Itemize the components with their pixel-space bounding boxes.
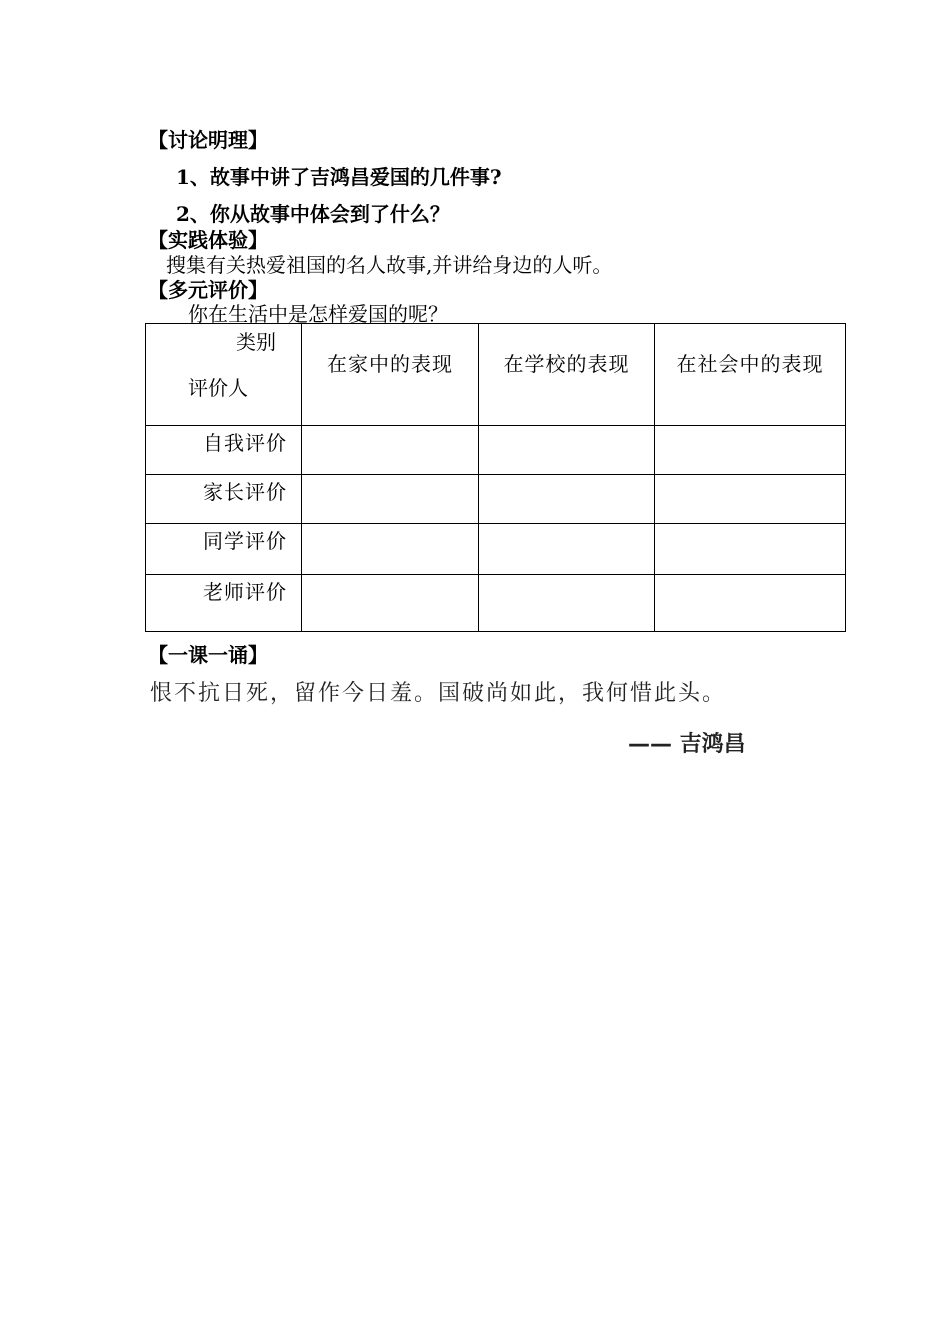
recite-poem: 恨不抗日死，留作今日羞。国破尚如此，我何惜此头。 bbox=[150, 681, 727, 706]
table-corner-cell bbox=[146, 324, 302, 426]
corner-evaluator-label: 评价人 bbox=[188, 376, 248, 400]
discussion-question-1: 1、故事中讲了吉鸿昌爱国的几件事? bbox=[176, 165, 502, 189]
table-cell[interactable] bbox=[655, 475, 846, 524]
evaluation-heading: 【多元评价】 bbox=[148, 278, 268, 302]
table-cell[interactable] bbox=[655, 524, 846, 575]
table-row bbox=[146, 475, 846, 524]
table-cell[interactable] bbox=[655, 575, 846, 632]
column-header-home: 在家中的表现 bbox=[302, 324, 479, 426]
table-cell[interactable] bbox=[479, 426, 655, 475]
table-header-row bbox=[146, 324, 846, 426]
table-cell[interactable] bbox=[302, 475, 479, 524]
table-cell[interactable] bbox=[302, 524, 479, 575]
row-label-self: 自我评价 bbox=[146, 426, 302, 475]
column-header-society: 在社会中的表现 bbox=[655, 324, 846, 426]
column-header-school: 在学校的表现 bbox=[479, 324, 655, 426]
table-cell[interactable] bbox=[302, 426, 479, 475]
table-row bbox=[146, 426, 846, 475]
corner-category-label: 类别 bbox=[236, 330, 276, 354]
table-cell[interactable] bbox=[479, 475, 655, 524]
evaluation-table bbox=[145, 323, 846, 632]
table-cell[interactable] bbox=[479, 575, 655, 632]
discussion-heading: 【讨论明理】 bbox=[148, 128, 268, 152]
evaluation-prompt: 你在生活中是怎样爱国的呢？ bbox=[188, 302, 448, 326]
row-label-parent: 家长评价 bbox=[146, 475, 302, 524]
table-cell[interactable] bbox=[479, 524, 655, 575]
table-cell[interactable] bbox=[655, 426, 846, 475]
table-row bbox=[146, 524, 846, 575]
poem-author: —— 吉鸿昌 bbox=[628, 732, 746, 757]
row-label-teacher: 老师评价 bbox=[146, 575, 302, 632]
practice-heading: 【实践体验】 bbox=[148, 228, 268, 252]
discussion-question-2: 2、你从故事中体会到了什么？ bbox=[176, 202, 450, 226]
table-cell[interactable] bbox=[302, 575, 479, 632]
table-row bbox=[146, 575, 846, 632]
recite-heading: 【一课一诵】 bbox=[148, 643, 268, 667]
practice-text: 搜集有关热爱祖国的名人故事,并讲给身边的人听。 bbox=[166, 253, 613, 277]
row-label-classmate: 同学评价 bbox=[146, 524, 302, 575]
